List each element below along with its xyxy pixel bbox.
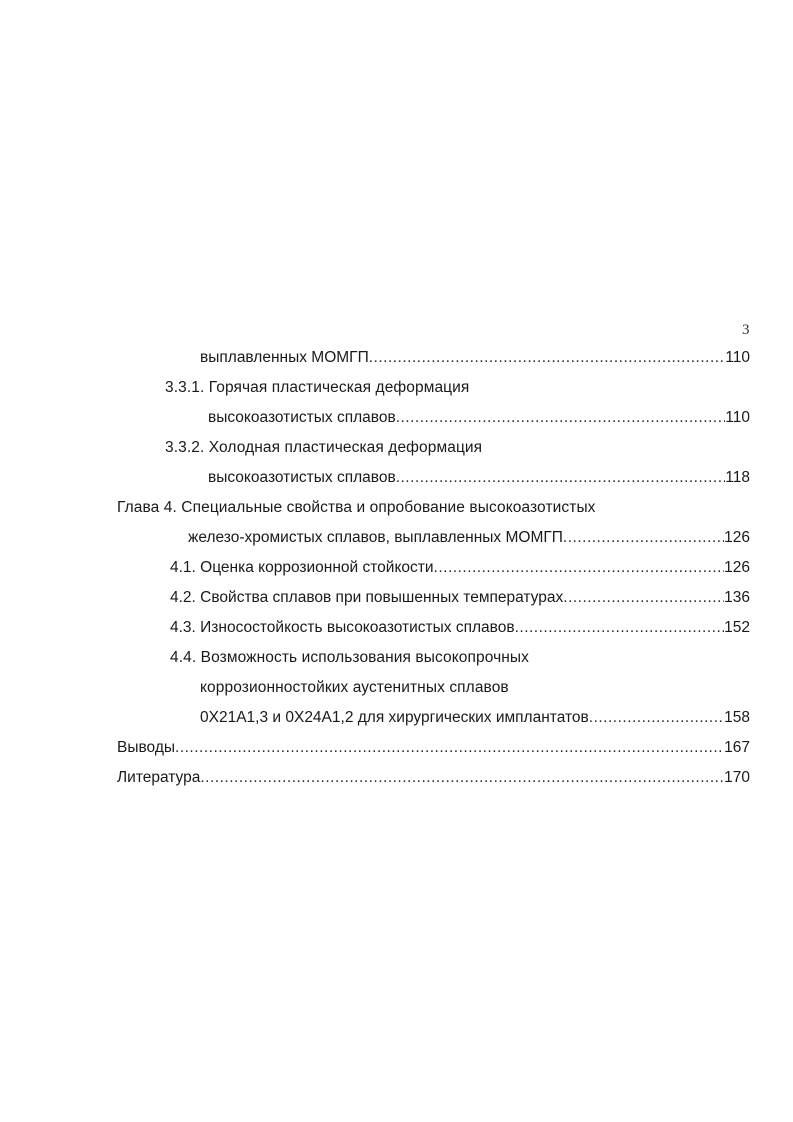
- toc-entry-page: 158: [724, 709, 750, 726]
- toc-entry-text: Выводы: [117, 739, 176, 756]
- toc-entry-text: выплавленных МОМГП: [200, 349, 369, 366]
- toc-leader-dots: [589, 708, 724, 728]
- toc-entry-page: 152: [724, 619, 750, 636]
- toc-entry-page: 170: [724, 769, 750, 786]
- toc-leader-dots: [369, 348, 726, 368]
- toc-entry-page: 118: [725, 469, 750, 486]
- toc-entry-text: 0Х21А1,3 и 0Х24А1,2 для хирургических имплантатов: [200, 709, 589, 726]
- toc-entry: [208, 468, 750, 488]
- toc-heading-line: 3.3.1. Горячая пластическая деформация: [165, 379, 470, 396]
- toc-entry: [200, 348, 750, 368]
- page-number: 3: [742, 322, 750, 338]
- toc-heading-line: 4.4. Возможность использования высокопрочных: [170, 649, 529, 666]
- toc-heading-line: 3.3.2. Холодная пластическая деформация: [165, 439, 483, 456]
- toc-leader-dots: [434, 558, 725, 578]
- toc-entry-page: 167: [724, 739, 750, 756]
- toc-chapter-heading: Глава 4. Специальные свойства и опробование высокоазотистых: [117, 499, 596, 516]
- toc-leader-dots: [563, 588, 724, 608]
- toc-entry-text: 4.3. Износостойкость высокоазотистых сплавов: [170, 619, 515, 636]
- toc-leader-dots: [396, 468, 726, 488]
- toc-entry-text: 4.1. Оценка коррозионной стойкости: [170, 559, 434, 576]
- toc-entry-page: 126: [724, 559, 750, 576]
- toc-entry: [117, 768, 750, 788]
- toc-entry: [200, 708, 750, 728]
- toc-entry: [188, 528, 750, 548]
- toc-entry-page: 110: [725, 409, 750, 426]
- toc-entry-text: высокоазотистых сплавов: [208, 469, 396, 486]
- toc-entry: [170, 558, 750, 578]
- toc-leader-dots: [515, 618, 725, 638]
- toc-entry: [170, 588, 750, 608]
- toc-entry: [117, 738, 750, 758]
- toc-entry-text: высокоазотистых сплавов: [208, 409, 396, 426]
- toc-leader-dots: [396, 408, 726, 428]
- toc-entry-text: железо-хромистых сплавов, выплавленных МОМГП: [188, 529, 563, 546]
- toc-entry-page: 110: [725, 349, 750, 366]
- toc-entry-page: 136: [724, 589, 750, 606]
- toc-leader-dots: [175, 738, 724, 758]
- toc-entry-text: Литература: [117, 769, 201, 786]
- toc-entry: [208, 408, 750, 428]
- toc-heading-line: коррозионностойких аустенитных сплавов: [200, 679, 509, 696]
- toc-leader-dots: [563, 528, 724, 548]
- toc-entry-page: 126: [724, 529, 750, 546]
- toc-entry: [170, 618, 750, 638]
- toc-entry-text: 4.2. Свойства сплавов при повышенных температурах: [170, 589, 564, 606]
- toc-leader-dots: [200, 768, 724, 788]
